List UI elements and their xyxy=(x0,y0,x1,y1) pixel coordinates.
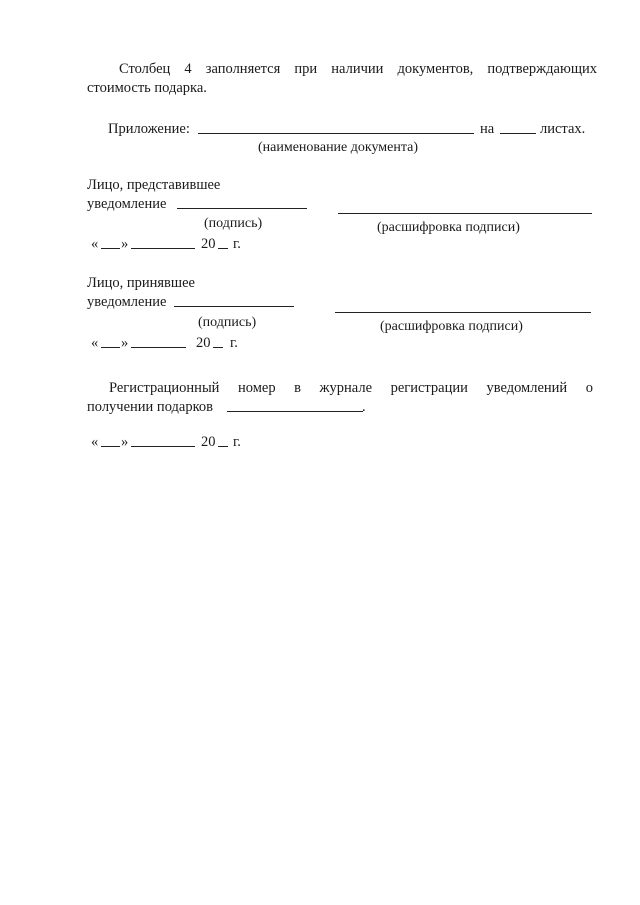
attachment-label: Приложение: xyxy=(108,121,190,137)
registration-line-2: получении подарков xyxy=(87,399,213,415)
attachment-sheets-count-field[interactable] xyxy=(500,133,536,134)
submitter-date-open-quote: « xyxy=(91,236,99,252)
receiver-line-2: уведомление xyxy=(87,294,167,310)
receiver-decoding-field[interactable] xyxy=(335,312,591,313)
submitter-date-month-field[interactable] xyxy=(131,248,195,249)
submitter-signature-caption: (подпись) xyxy=(204,216,263,231)
final-date-year-suffix: г. xyxy=(233,434,241,450)
submitter-line-2: уведомление xyxy=(87,196,167,212)
receiver-date-year-prefix: 20 xyxy=(196,335,211,351)
submitter-date-year-suffix: г. xyxy=(233,236,241,252)
submitter-decoding-caption: (расшифровка подписи) xyxy=(377,220,520,235)
registration-number-field[interactable] xyxy=(227,411,363,412)
note-line-1: Столбец 4 заполняется при наличии документов, подтверждающих xyxy=(119,61,597,77)
submitter-date-year-prefix: 20 xyxy=(201,236,216,252)
registration-line-1: Регистрационный номер в журнале регистрации уведомлений о xyxy=(109,380,593,396)
attachment-sheets-label: листах. xyxy=(540,121,586,137)
receiver-date-open-quote: « xyxy=(91,335,99,351)
attachment-caption: (наименование документа) xyxy=(258,140,419,155)
receiver-date-year-suffix: г. xyxy=(230,335,238,351)
receiver-date-month-field[interactable] xyxy=(131,347,186,348)
submitter-date-day-field[interactable] xyxy=(101,248,120,249)
attachment-document-field[interactable] xyxy=(198,133,474,134)
receiver-date-year-field[interactable] xyxy=(213,347,223,348)
final-date-day-field[interactable] xyxy=(101,446,120,447)
receiver-signature-field[interactable] xyxy=(174,306,294,307)
final-date-open-quote: « xyxy=(91,434,99,450)
submitter-signature-field[interactable] xyxy=(177,208,307,209)
receiver-date-day-field[interactable] xyxy=(101,347,120,348)
final-date-year-prefix: 20 xyxy=(201,434,216,450)
receiver-signature-caption: (подпись) xyxy=(198,315,257,330)
submitter-line-1: Лицо, представившее xyxy=(87,177,221,193)
note-line-2: стоимость подарка. xyxy=(87,80,207,96)
submitter-date-year-field[interactable] xyxy=(218,248,228,249)
submitter-date-close-quote: » xyxy=(121,236,129,252)
receiver-date-close-quote: » xyxy=(121,335,129,351)
registration-line-2-end: . xyxy=(362,399,366,415)
final-date-year-field[interactable] xyxy=(218,446,228,447)
final-date-month-field[interactable] xyxy=(131,446,195,447)
attachment-on-label: на xyxy=(480,121,495,137)
receiver-line-1: Лицо, принявшее xyxy=(87,275,195,291)
submitter-decoding-field[interactable] xyxy=(338,213,592,214)
receiver-decoding-caption: (расшифровка подписи) xyxy=(380,319,523,334)
final-date-close-quote: » xyxy=(121,434,129,450)
